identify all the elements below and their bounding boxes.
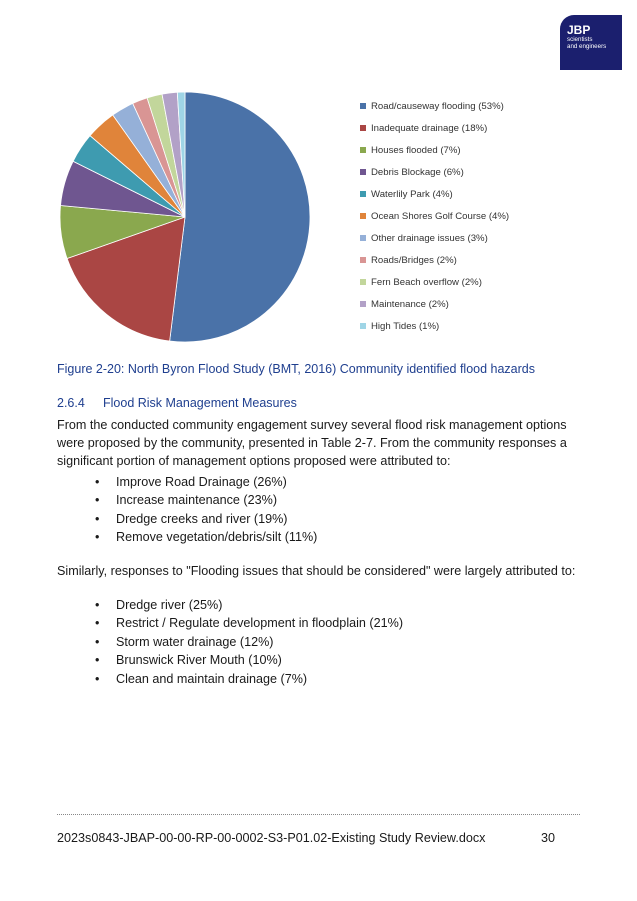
bullet-glyph: • bbox=[95, 634, 100, 649]
legend-label: Road/causeway flooding (53%) bbox=[371, 100, 504, 112]
legend-swatch bbox=[360, 125, 366, 131]
pie-chart bbox=[55, 87, 315, 347]
list-item: • Restrict / Regulate development in floodplain (21%) bbox=[95, 614, 403, 632]
legend-item bbox=[360, 315, 509, 337]
legend-swatch bbox=[360, 323, 366, 329]
list-item: • Dredge creeks and river (19%) bbox=[95, 510, 317, 528]
list-item: • Improve Road Drainage (26%) bbox=[95, 473, 317, 491]
bullet-glyph: • bbox=[95, 653, 100, 668]
section-heading bbox=[57, 396, 297, 410]
legend-item bbox=[360, 183, 509, 205]
bullet-glyph: • bbox=[95, 530, 100, 545]
legend-label: Fern Beach overflow (2%) bbox=[371, 276, 482, 288]
list-item: • Brunswick River Mouth (10%) bbox=[95, 651, 403, 669]
legend-label: Debris Blockage (6%) bbox=[371, 166, 464, 178]
list-item: • Storm water drainage (12%) bbox=[95, 633, 403, 651]
paragraph-2: Similarly, responses to "Flooding issues that should be considered" were largely attributed to: bbox=[57, 564, 576, 578]
management-options-list bbox=[95, 473, 317, 547]
legend-swatch bbox=[360, 235, 366, 241]
legend-swatch bbox=[360, 213, 366, 219]
paragraph-1: From the conducted community engagement survey several flood risk management options were proposed by the community, presented in Table 2-7. From the community responses a significant portion of management options proposed were attributed to: bbox=[57, 418, 567, 468]
pie-chart-svg bbox=[55, 87, 315, 347]
bullet-glyph: • bbox=[95, 671, 100, 686]
legend-label: Maintenance (2%) bbox=[371, 298, 449, 310]
logo-tagline-1: scientists bbox=[567, 36, 593, 43]
logo-brand: JBP bbox=[567, 23, 591, 37]
figure-caption: Figure 2-20: North Byron Flood Study (BMT, 2016) Community identified flood hazards bbox=[57, 362, 536, 376]
legend-label: Other drainage issues (3%) bbox=[371, 232, 488, 244]
legend-item bbox=[360, 139, 509, 161]
legend-item bbox=[360, 161, 509, 183]
legend-swatch bbox=[360, 147, 366, 153]
legend-label: Waterlily Park (4%) bbox=[371, 188, 453, 200]
footer-page-number: 30 bbox=[541, 831, 556, 845]
legend-label: Houses flooded (7%) bbox=[371, 144, 461, 156]
legend-item bbox=[360, 293, 509, 315]
bullet-glyph: • bbox=[95, 475, 100, 489]
list-item: • Dredge river (25%) bbox=[95, 596, 403, 614]
legend-label: Roads/Bridges (2%) bbox=[371, 254, 457, 266]
bullet-glyph: • bbox=[95, 616, 100, 631]
footer-document-name: 2023s0843-JBAP-00-00-RP-00-0002-S3-P01.02-Existing Study Review.docx bbox=[57, 831, 486, 845]
footer-divider bbox=[57, 814, 580, 815]
legend-item bbox=[360, 271, 509, 293]
legend-item bbox=[360, 95, 509, 117]
legend-swatch bbox=[360, 191, 366, 197]
legend-label: Inadequate drainage (18%) bbox=[371, 122, 488, 134]
legend-swatch bbox=[360, 257, 366, 263]
list-item: • Clean and maintain drainage (7%) bbox=[95, 670, 403, 688]
bullet-glyph: • bbox=[95, 511, 100, 526]
bullet-glyph: • bbox=[95, 598, 100, 612]
section-title: Flood Risk Management Measures bbox=[103, 396, 297, 410]
legend-item bbox=[360, 205, 509, 227]
legend-swatch bbox=[360, 279, 366, 285]
legend-label: Ocean Shores Golf Course (4%) bbox=[371, 210, 510, 222]
pie-slice bbox=[170, 92, 310, 342]
legend-item bbox=[360, 117, 509, 139]
chart-legend bbox=[360, 95, 509, 337]
company-logo bbox=[560, 15, 622, 70]
legend-swatch bbox=[360, 301, 366, 307]
logo-tagline-2: and engineers bbox=[567, 43, 607, 50]
legend-item bbox=[360, 249, 509, 271]
legend-swatch bbox=[360, 169, 366, 175]
legend-swatch bbox=[360, 103, 366, 109]
list-item: • Remove vegetation/debris/silt (11%) bbox=[95, 528, 317, 546]
list-item: • Increase maintenance (23%) bbox=[95, 491, 317, 509]
bullet-glyph: • bbox=[95, 493, 100, 508]
legend-item bbox=[360, 227, 509, 249]
section-number: 2.6.4 bbox=[57, 396, 85, 410]
flooding-issues-list bbox=[95, 596, 403, 688]
legend-label: High Tides (1%) bbox=[371, 320, 440, 332]
